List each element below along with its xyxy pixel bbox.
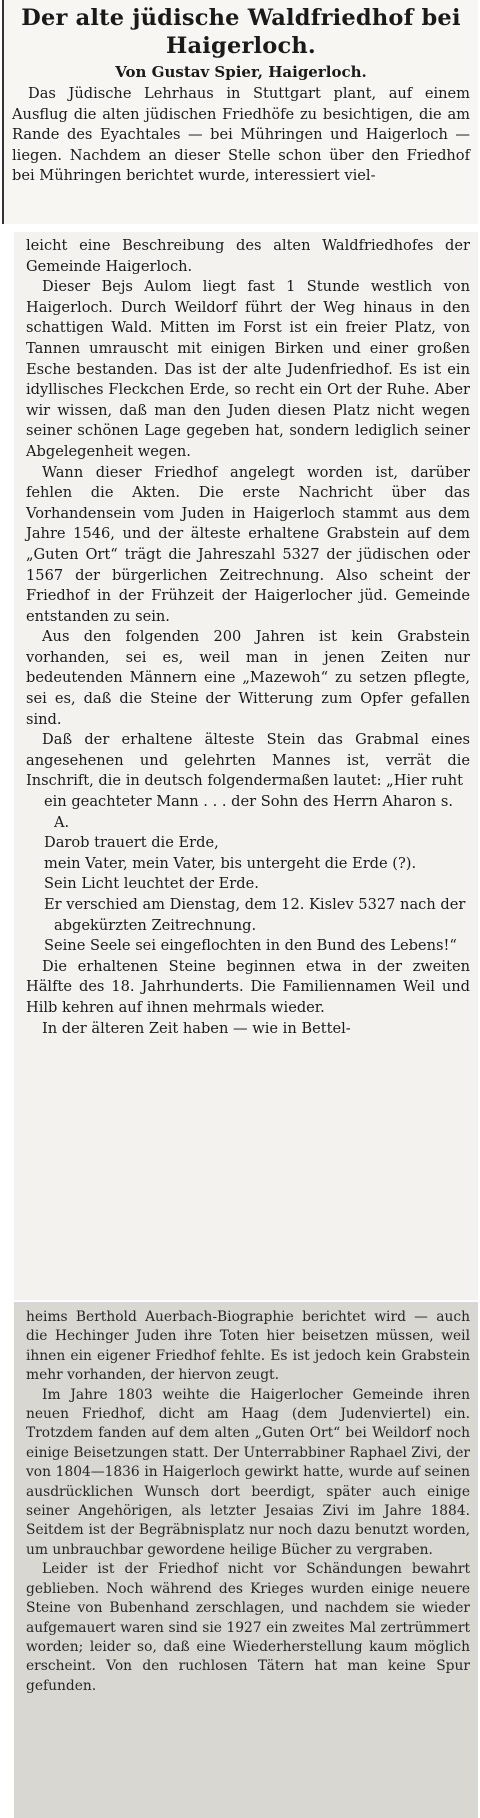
article-byline: Von Gustav Spier, Haigerloch.	[115, 63, 367, 81]
paragraph-continuation: leicht eine Beschreibung des alten Waldfriedhofes der Gemeinde Haigerloch.	[26, 237, 470, 275]
paragraph-older-times: In der älteren Zeit haben — wie in Bettel-	[42, 1019, 351, 1037]
verse-line: Darob trauert die Erde,	[44, 834, 219, 852]
verse-line: Seine Seele sei eingeflochten in den Bund des Lebens!“	[44, 937, 457, 955]
paragraph-inscription-intro: Daß der erhaltene älteste Stein das Grabmal eines angesehenen und gelehrten Mannes ist, verrät die Inschrift, die in deutsch folgendermaßen lautet: „Hier ruht	[26, 731, 470, 790]
paragraph-history: Wann dieser Friedhof angelegt worden ist, darüber fehlen die Akten. Die erste Nachricht über das Vorhandensein vom Juden in Haigerloch stammt aus dem Jahre 1546, und der älteste erhaltene Grabstein auf dem „Guten Ort“ trägt die Jahreszahl 5327 der jüdischen oder 1567 der bürgerlichen Zeitrechnung. Also scheint der Friedhof in der Frühzeit der Haigerlocher jüd. Gemeinde entstanden zu sein.	[26, 463, 470, 625]
article-title: Der alte jüdische Waldfriedhof bei Haigerloch.	[21, 5, 461, 59]
paragraph-intro: Das Jüdische Lehrhaus in Stuttgart plant, auf einem Ausflug die alten jüdischen Friedhöfe zu besichtigen, die am Rande des Eyachtales — bei Mühringen und Haigerloch — liegen. Nachdem an dieser Stelle schon über den Friedhof bei Mühringen berichtet wurde, interessiert viel-	[12, 85, 470, 185]
verse-line: Sein Licht leuchtet der Erde.	[44, 875, 259, 893]
column-rule	[2, 0, 4, 224]
inscription-verse	[26, 792, 470, 957]
paragraph-missing-stones: Aus den folgenden 200 Jahren ist kein Grabstein vorhanden, sei es, weil man in jenen Zeiten nur bedeutenden Männern eine „Mazewoh“ zu setzen pflegte, sei es, daß die Steine der Witterung zum Opfer gefallen sind.	[26, 628, 470, 728]
verse-line: Er verschied am Dienstag, dem 12. Kislev 5327 nach der abgekürzten Zeitrechnung.	[44, 896, 466, 934]
clipping-middle	[14, 232, 478, 1300]
paragraph-new-cemetery: Im Jahre 1803 weihte die Haigerlocher Gemeinde ihren neuen Friedhof, dicht am Haag (dem Judenviertel) ein. Trotzdem fanden auf dem alten „Guten Ort“ bei Weildorf noch einige Beisetzungen statt. Der Unterrabbiner Raphael Zivi, der von 1804—1836 in Haigerloch gewirkt hatte, wurde auf seinen ausdrücklichen Wunsch dort beerdigt, später auch einige seiner Angehörigen, als letzter Jesaias Zivi im Jahre 1884. Seitdem ist der Begräbnisplatz nur noch dazu benutzt worden, um unbrauchbar gewordene heilige Bücher zu vergraben.	[26, 1386, 470, 1558]
paragraph-location: Dieser Bejs Aulom liegt fast 1 Stunde westlich von Haigerloch. Durch Weildorf führt der Weg hinaus in den schattigen Wald. Mitten im Forst ist ein freier Platz, von Tannen umrauscht mit einigen Birken und einer großen Esche bestanden. Das ist der alte Judenfriedhof. Es ist ein idyllisches Fleckchen Erde, so recht ein Ort der Ruhe. Aber wir wissen, daß man den Juden diesen Platz nicht wegen seiner schönen Lage gegeben hat, sondern lediglich seiner Abgelegenheit wegen.	[26, 278, 470, 460]
verse-line: mein Vater, mein Vater, bis untergeht die Erde (?).	[44, 854, 417, 872]
paragraph-family-names: Die erhaltenen Steine beginnen etwa in der zweiten Hälfte des 18. Jahrhunderts. Die Familiennamen Weil und Hilb kehren auf ihnen mehrmals wieder.	[26, 957, 470, 1016]
paragraph-desecration: Leider ist der Friedhof nicht vor Schändungen bewahrt geblieben. Noch während des Krieges wurden einige neuere Steine von Bubenhand zerschlagen, und nachdem sie wieder aufgemauert waren sind sie 1927 ein zweites Mal zertrümmert worden; leider so, daß eine Wiederherstellung kaum möglich erscheint. Von den ruchlosen Tätern hat man keine Spur gefunden.	[26, 1561, 470, 1694]
paragraph-hechingen: heims Berthold Auerbach-Biographie berichtet wird — auch die Hechinger Juden ihre Toten hier beisetzen müssen, weil ihnen ein eigener Friedhof fehlte. Es ist jedoch kein Grabstein mehr vorhanden, der hiervon zeugt.	[26, 1309, 470, 1384]
verse-line: ein geachteter Mann . . . der Sohn des Herrn Aharon s. A.	[44, 793, 453, 831]
clipping-bottom	[14, 1302, 478, 1818]
clipping-top	[2, 0, 478, 224]
